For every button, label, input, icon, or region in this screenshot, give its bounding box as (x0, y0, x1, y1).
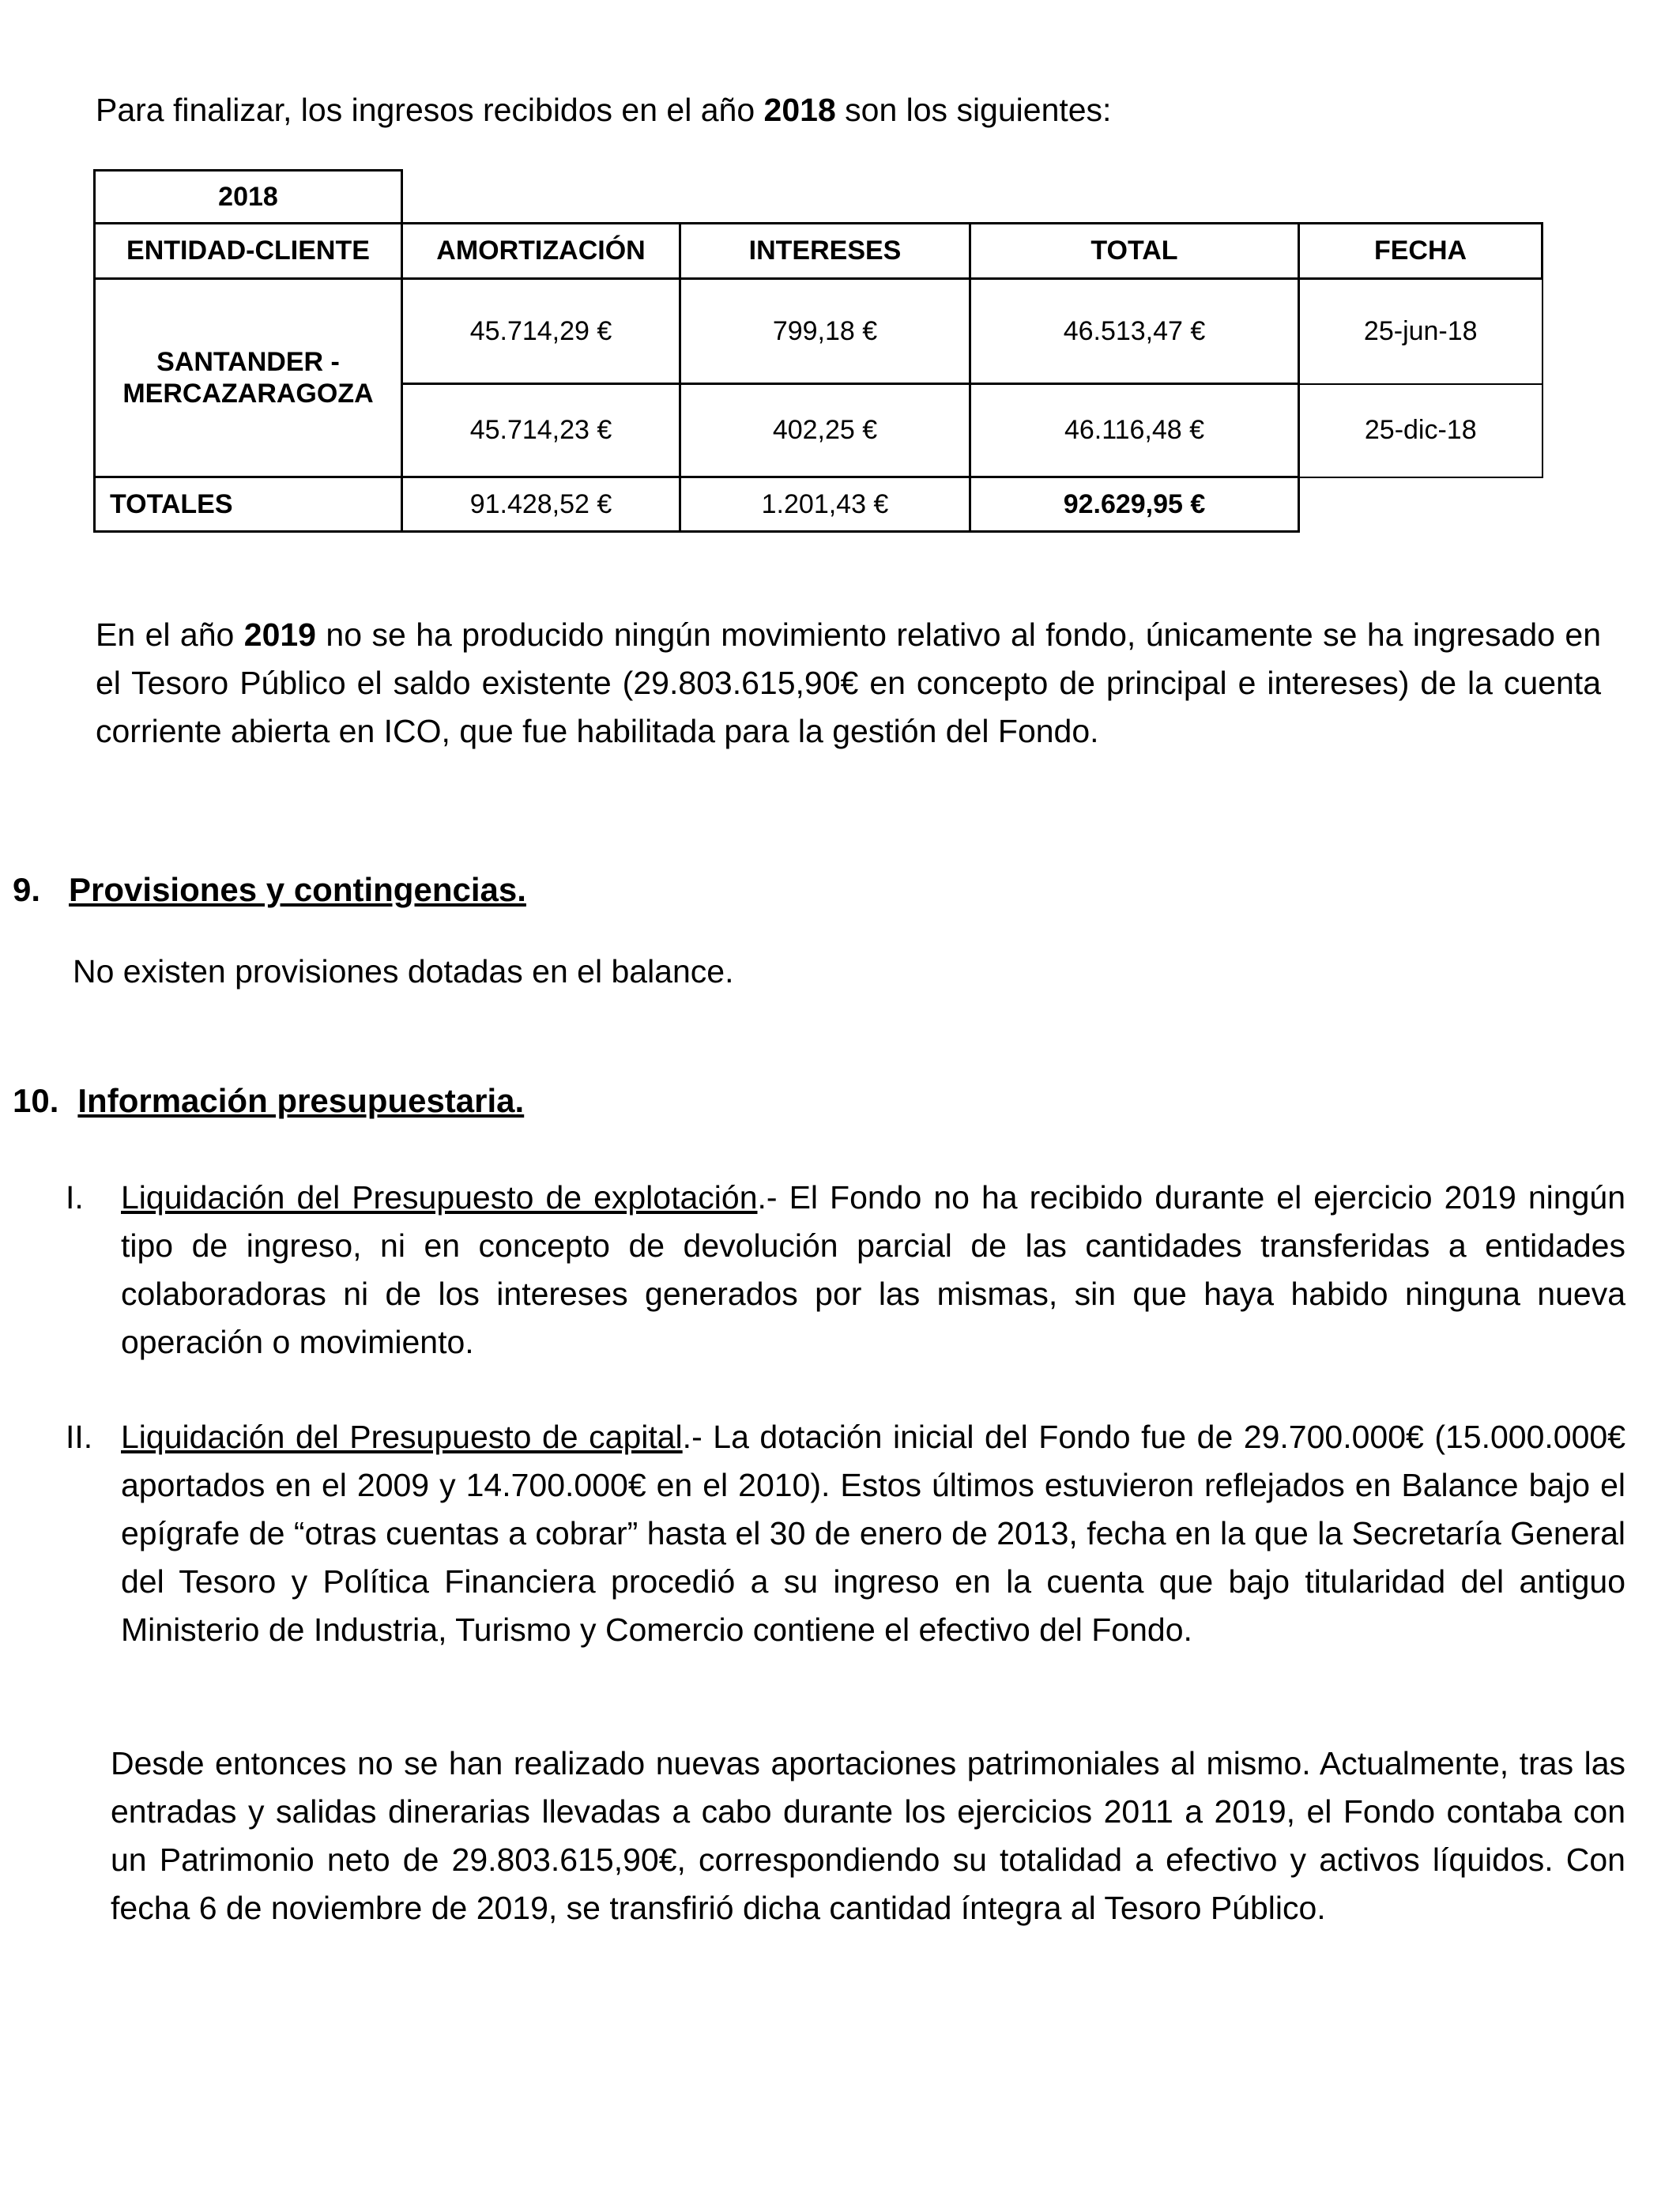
para2019-year: 2019 (243, 616, 316, 653)
header-entidad: ENTIDAD-CLIENTE (95, 224, 402, 279)
item-2-heading: Liquidación del Presupuesto de capital (121, 1419, 683, 1455)
table-header-row (95, 224, 1543, 279)
ingresos-table (93, 169, 1543, 533)
para2019-before: En el año (96, 616, 244, 653)
section-10-heading (13, 1082, 524, 1120)
paragraph-2019 (96, 611, 1601, 756)
totals-row (95, 477, 1543, 532)
header-fecha: FECHA (1299, 224, 1543, 279)
section-10-title: Información presupuestaria. (77, 1082, 525, 1119)
entity-line1: SANTANDER - (156, 347, 340, 377)
row1-total: 46.513,47 € (970, 279, 1299, 384)
item-1-text (121, 1174, 1625, 1367)
item-2-text (121, 1413, 1625, 1654)
item-1-numeral: I. (66, 1179, 84, 1216)
row2-amortizacion: 45.714,23 € (402, 384, 680, 477)
intro-year: 2018 (763, 92, 836, 128)
section-9-heading (13, 871, 526, 909)
section-9-title: Provisiones y contingencias. (69, 871, 526, 908)
section-9-body: No existen provisiones dotadas en el balance. (73, 953, 734, 990)
table-year-cell: 2018 (95, 171, 402, 224)
row2-intereses: 402,25 € (680, 384, 970, 477)
row1-amortizacion: 45.714,29 € (402, 279, 680, 384)
row1-intereses: 799,18 € (680, 279, 970, 384)
para2019-after: no se ha producido ningún movimiento relativo al fondo, únicamente se ha ingresado en el Tesoro Público el saldo existente (29.803.615,90€ en concepto de principal e intereses) de la cuenta corriente abierta en ICO, que fue habilitada para la gestión del Fondo. (96, 616, 1601, 749)
section-9-number: 9. (13, 871, 41, 908)
header-total: TOTAL (970, 224, 1299, 279)
item-2-body: .- La dotación inicial del Fondo fue de 29.700.000€ (15.000.000€ aportados en el 2009 y 14.700.000€ en el 2010). Estos últimos estuvieron reflejados en Balance bajo el epígrafe de “otras cuentas a cobrar” hasta el 30 de enero de 2013, fecha en la que la Secretaría General del Tesoro y Política Financiera procedió a su ingreso en la cuenta que bajo titularidad del antiguo Ministerio de Industria, Turismo y Comercio contiene el efectivo del Fondo. (121, 1419, 1626, 1648)
table-row (95, 279, 1543, 384)
row2-total: 46.116,48 € (970, 384, 1299, 477)
section-10-number: 10. (13, 1082, 59, 1119)
intro-paragraph (96, 85, 1111, 134)
item-1-body: .- El Fondo no ha recibido durante el ejercicio 2019 ningún tipo de ingreso, ni en concepto de devolución parcial de las cantidades transferidas a entidades colaboradoras ni de los intereses generados por las mismas, sin que haya habido ninguna nueva operación o movimiento. (121, 1179, 1625, 1360)
entity-cell (95, 279, 402, 477)
intro-text-before: Para finalizar, los ingresos recibidos en el año (96, 92, 764, 128)
item-2-numeral: II. (66, 1419, 93, 1455)
header-intereses: INTERESES (680, 224, 970, 279)
item-1-heading: Liquidación del Presupuesto de explotación (121, 1179, 758, 1216)
totals-label: TOTALES (95, 477, 402, 532)
intro-text-after: son los siguientes: (835, 92, 1112, 128)
row1-fecha: 25-jun-18 (1299, 279, 1543, 384)
totals-intereses: 1.201,43 € (680, 477, 970, 532)
totals-total: 92.629,95 € (970, 477, 1299, 532)
header-amortizacion: AMORTIZACIÓN (402, 224, 680, 279)
totals-amortizacion: 91.428,52 € (402, 477, 680, 532)
row2-fecha: 25-dic-18 (1299, 384, 1543, 477)
entity-line2: MERCAZARAGOZA (122, 379, 374, 409)
closing-paragraph: Desde entonces no se han realizado nuevas aportaciones patrimoniales al mismo. Actualmente, tras las entradas y salidas dinerarias llevadas a cabo durante los ejercicios 2011 a 2019, el Fondo contaba con un Patrimonio neto de 29.803.615,90€, correspondiendo su totalidad a efectivo y activos líquidos. Con fecha 6 de noviembre de 2019, se transfirió dicha cantidad íntegra al Tesoro Público. (111, 1745, 1625, 1926)
